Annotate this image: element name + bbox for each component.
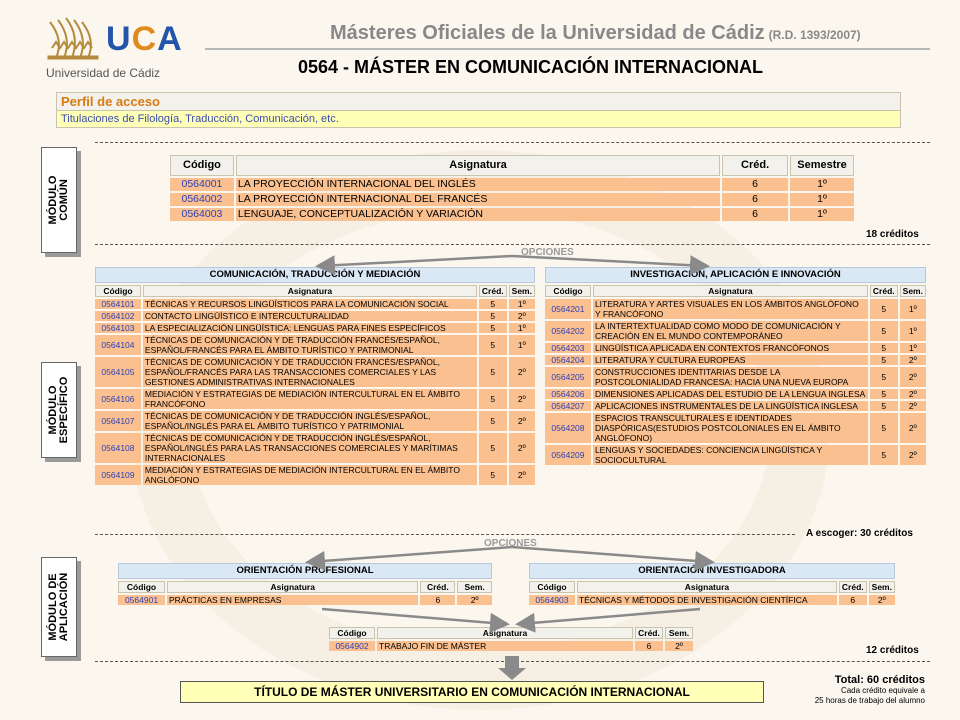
column-header: Sem. [665,627,693,639]
subject-name: LA PROYECCIÓN INTERNACIONAL DEL FRANCÉS [236,193,720,206]
subject-semester: 1º [509,335,535,355]
subject-code: 0564106 [95,389,141,409]
arrow-to-investigacion [512,256,705,266]
subject-name: DIMENSIONES APLICADAS DEL ESTUDIO DE LA LENGUA INGLESA [593,389,868,399]
subject-credits: 5 [479,465,507,485]
subject-name: TÉCNICAS DE COMUNICACIÓN Y DE TRADUCCIÓN INGLÉS/ESPAÑOL, ESPAÑOL/INGLÉS PARA EL ÁMBITO TURÍSTICO Y PATRIMONIAL [143,411,477,431]
subject-code: 0564107 [95,411,141,431]
subject-code: 0564203 [545,343,591,353]
total-block [790,674,925,706]
module-aplicacion-label: MÓDULO DE APLICACIÓN [41,557,77,657]
column-header: Código [95,285,141,297]
subject-credits: 5 [479,299,507,309]
subject-code: 0564208 [545,413,591,443]
subject-credits: 5 [479,389,507,409]
page-subtitle: 0564 - MÁSTER EN COMUNICACIÓN INTERNACIONAL [298,57,764,77]
subject-name: MEDIACIÓN Y ESTRATEGIAS DE MEDIACIÓN INTERCULTURAL EN EL ÁMBITO FRANCÓFONO [143,389,477,409]
subject-credits: 5 [479,433,507,463]
subject-name: CONTACTO LINGÜÍSTICO E INTERCULTURALIDAD [143,311,477,321]
column-header: Código [118,581,165,593]
subject-name: MEDIACIÓN Y ESTRATEGIAS DE MEDIACIÓN INTERCULTURAL EN EL ÁMBITO ANGLÓFONO [143,465,477,485]
module-comun-label: MÓDULO COMÚN [41,147,77,253]
subject-semester: 2º [665,641,693,651]
subject-semester: 1º [900,321,926,341]
group-header-profesional: ORIENTACIÓN PROFESIONAL [118,563,492,579]
subject-name: LA PROYECCIÓN INTERNACIONAL DEL INGLÉS [236,178,720,191]
subject-name: LA ESPECIALIZACIÓN LINGÜÍSTICA: LENGUAS PARA FINES ESPECÍFICOS [143,323,477,333]
credit-note-2: 25 horas de trabajo del alumno [814,696,925,705]
subject-credits: 5 [870,367,898,387]
column-header: Código [545,285,591,297]
column-header: Semestre [790,155,854,176]
subject-credits: 5 [870,401,898,411]
column-header: Créd. [420,581,455,593]
opciones-label: OPCIONES [521,247,574,258]
subject-code: 0564002 [170,193,234,206]
column-header: Créd. [722,155,788,176]
subject-credits: 5 [479,411,507,431]
subject-semester: 2º [509,357,535,387]
subject-credits: 5 [870,355,898,365]
column-header: Créd. [839,581,867,593]
subject-code: 0564102 [95,311,141,321]
subject-code: 0564206 [545,389,591,399]
subject-semester: 2º [900,367,926,387]
subject-name: LA INTERTEXTUALIDAD COMO MODO DE COMUNICACIÓN Y CREACIÓN EN EL MUNDO CONTEMPORÁNEO [593,321,868,341]
arrow-investigadora-to-tfm [520,609,700,624]
subject-name: LENGUAJE, CONCEPTUALIZACIÓN Y VARIACIÓN [236,208,720,221]
subject-code: 0564205 [545,367,591,387]
subject-name: PRÁCTICAS EN EMPRESAS [167,595,418,605]
column-header: Asignatura [167,581,418,593]
subject-credits: 5 [870,413,898,443]
subject-name: TÉCNICAS Y RECURSOS LINGÜÍSTICOS PARA LA COMUNICACIÓN SOCIAL [143,299,477,309]
column-header: Asignatura [593,285,868,297]
column-header: Código [529,581,575,593]
subject-name: APLICACIONES INSTRUMENTALES DE LA LINGÜÍSTICA INGLESA [593,401,868,411]
subject-semester: 1º [790,193,854,206]
subject-credits: 6 [839,595,867,605]
subject-semester: 2º [900,413,926,443]
subject-semester: 1º [790,178,854,191]
subject-credits: 5 [870,299,898,319]
subject-code: 0564204 [545,355,591,365]
subject-name: TRABAJO FIN DE MÁSTER [377,641,633,651]
university-name: Universidad de Cádiz [46,66,161,80]
module-especifico-label: MÓDULO ESPECÍFICO [41,362,77,458]
subject-name: LENGUAS Y SOCIEDADES: CONCIENCIA LINGÜÍSTICA Y SOCIOCULTURAL [593,445,868,465]
subject-semester: 1º [790,208,854,221]
subject-credits: 6 [420,595,455,605]
subject-semester: 2º [900,355,926,365]
subject-semester: 2º [509,389,535,409]
subject-code: 0564003 [170,208,234,221]
arrow-to-comunicacion [320,256,512,266]
page-title: Másteres Oficiales de la Universidad de Cádiz (R.D. 1393/2007) [330,22,861,44]
arrow-profesional-to-tfm [322,609,505,624]
subject-semester: 2º [900,401,926,411]
subject-code: 0564903 [529,595,575,605]
subject-name: TÉCNICAS DE COMUNICACIÓN Y DE TRADUCCIÓN FRANCÉS/ESPAÑOL, ESPAÑOL/FRANCÉS PARA EL ÁMBITO TURÍSTICO Y PATRIMONIAL [143,335,477,355]
subject-credits: 5 [479,335,507,355]
column-header: Código [329,627,375,639]
subject-code: 0564001 [170,178,234,191]
subject-credits: 5 [870,389,898,399]
column-header: Asignatura [377,627,633,639]
subject-semester: 2º [509,465,535,485]
column-header: Sem. [900,285,926,297]
subject-semester: 2º [869,595,895,605]
subject-code: 0564108 [95,433,141,463]
subject-name: LITERATURA Y CULTURA EUROPEAS [593,355,868,365]
subject-credits: 5 [870,343,898,353]
subject-code: 0564109 [95,465,141,485]
perfil-label: Perfil de acceso [56,92,901,111]
subject-semester: 2º [900,389,926,399]
logo-wordmark: UCA [106,20,183,58]
column-header: Asignatura [143,285,477,297]
column-header: Asignatura [577,581,837,593]
subject-name: TÉCNICAS DE COMUNICACIÓN Y DE TRADUCCIÓN FRANCÉS/ESPAÑOL, ESPAÑOL/FRANCÉS PARA LAS TRANSACCIONES COMERCIALES Y LAS GESTIONES ADMINISTRATIVAS INTERNACIONALES [143,357,477,387]
subject-semester: 2º [457,595,492,605]
subject-name: LINGÜÍSTICA APLICADA EN CONTEXTOS FRANCÓFONOS [593,343,868,353]
subject-code: 0564103 [95,323,141,333]
column-header: Créd. [870,285,898,297]
subject-semester: 2º [900,445,926,465]
specific-credits: A escoger: 30 créditos [806,528,913,539]
subject-credits: 6 [722,208,788,221]
column-header: Código [170,155,234,176]
subject-name: CONSTRUCCIONES IDENTITARIAS DESDE LA POSTCOLONIALIDAD FRANCESA: HACIA UNA NUEVA EUROPA [593,367,868,387]
subject-credits: 6 [635,641,663,651]
subject-credits: 5 [479,311,507,321]
tfm-credits: 12 créditos [866,645,919,656]
subject-credits: 6 [722,193,788,206]
column-header: Créd. [635,627,663,639]
subject-code: 0564105 [95,357,141,387]
subject-code: 0564901 [118,595,165,605]
arrow-to-investigadora [512,547,710,562]
perfil-text: Titulaciones de Filología, Traducción, Comunicación, etc. [56,111,901,128]
subject-code: 0564209 [545,445,591,465]
subject-code: 0564201 [545,299,591,319]
subject-credits: 5 [479,323,507,333]
column-header: Sem. [457,581,492,593]
subject-semester: 2º [509,411,535,431]
subject-name: TÉCNICAS DE COMUNICACIÓN Y DE TRADUCCIÓN INGLÉS/ESPAÑOL, ESPAÑOL/INGLÉS PARA LAS TRANSACCIONES COMERCIALES Y MARÍTIMAS INTERNACIONALES [143,433,477,463]
subject-code: 0564104 [95,335,141,355]
subject-semester: 1º [509,299,535,309]
subject-name: TÉCNICAS Y MÉTODOS DE INVESTIGACIÓN CIENTÍFICA [577,595,837,605]
subject-name: ESPACIOS TRANSCULTURALES E IDENTIDADES DIASPÓRICAS(ESTUDIOS POSTCOLONIALES EN EL ÁMBITO ANGLÓFONO) [593,413,868,443]
subject-semester: 1º [900,299,926,319]
subject-semester: 2º [509,311,535,321]
credit-note-1: Cada crédito equivale a [840,686,925,695]
arrow-to-profesional [310,547,512,562]
column-header: Créd. [479,285,507,297]
subject-code: 0564902 [329,641,375,651]
subject-name: LITERATURA Y ARTES VISUALES EN LOS ÁMBITOS ANGLÓFONO Y FRANCÓFONO [593,299,868,319]
subject-code: 0564207 [545,401,591,411]
opciones-label-2: OPCIONES [484,538,537,549]
group-header-investigadora: ORIENTACIÓN INVESTIGADORA [529,563,895,579]
subject-code: 0564202 [545,321,591,341]
column-header: Asignatura [236,155,720,176]
subject-semester: 1º [509,323,535,333]
subject-credits: 6 [722,178,788,191]
group-header-comunicacion: COMUNICACIÓN, TRADUCCIÓN Y MEDIACIÓN [95,267,535,283]
subject-semester: 1º [900,343,926,353]
subject-credits: 5 [870,321,898,341]
subject-credits: 5 [870,445,898,465]
subject-code: 0564101 [95,299,141,309]
arrow-to-title [498,656,526,680]
subject-credits: 5 [479,357,507,387]
group-header-investigacion: INVESTIGACIÓN, APLICACIÓN E INNOVACIÓN [545,267,926,283]
final-degree-title: TÍTULO DE MÁSTER UNIVERSITARIO EN COMUNICACIÓN INTERNACIONAL [180,681,764,703]
common-credits: 18 créditos [866,229,919,240]
column-header: Sem. [509,285,535,297]
subject-semester: 2º [509,433,535,463]
total-credits: Total: 60 créditos [834,674,925,686]
column-header: Sem. [869,581,895,593]
title-reference: (R.D. 1393/2007) [768,28,861,42]
